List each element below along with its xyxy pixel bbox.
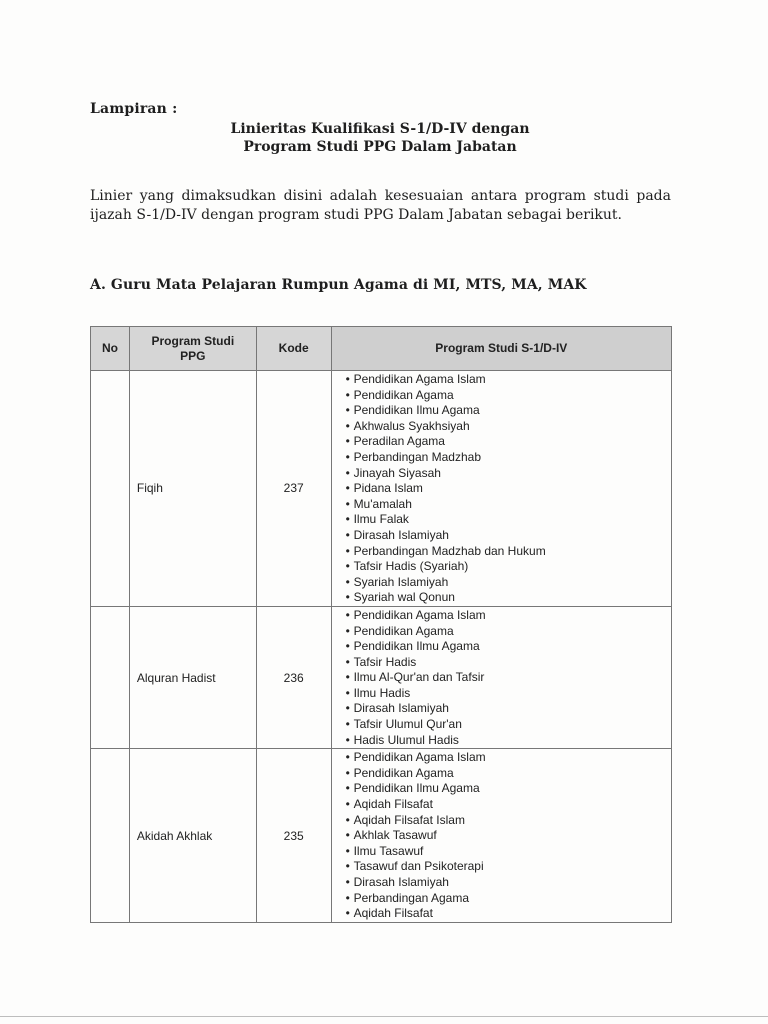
list-item: • Dirasah Islamiyah bbox=[346, 701, 671, 717]
header-no: No bbox=[91, 327, 130, 371]
header-kode: Kode bbox=[256, 327, 331, 371]
list-item: • Pidana Islam bbox=[346, 481, 671, 497]
linearity-table bbox=[90, 326, 672, 923]
list-item: • Syariah wal Qonun bbox=[346, 590, 671, 606]
list-item: • Akhwalus Syakhsiyah bbox=[346, 419, 671, 435]
list-item: • Perbandingan Madzhab bbox=[346, 450, 671, 466]
list-item: • Ilmu Tasawuf bbox=[346, 844, 671, 860]
list-item: • Akhlak Tasawuf bbox=[346, 828, 671, 844]
list-item: • Mu'amalah bbox=[346, 497, 671, 513]
table-row bbox=[91, 606, 672, 748]
cell-kode: 236 bbox=[256, 606, 331, 748]
header-program-s1: Program Studi S-1/D-IV bbox=[331, 327, 671, 371]
list-item: • Pendidikan Agama Islam bbox=[346, 372, 671, 388]
bullet-list bbox=[346, 608, 671, 748]
cell-program: Alquran Hadist bbox=[129, 606, 256, 748]
document-title-line-2: Program Studi PPG Dalam Jabatan bbox=[243, 139, 517, 155]
list-item: • Pendidikan Agama bbox=[346, 388, 671, 404]
list-item: • Tafsir Ulumul Qur'an bbox=[346, 717, 671, 733]
list-item: • Tasawuf dan Psikoterapi bbox=[346, 859, 671, 875]
list-item: • Ilmu Falak bbox=[346, 512, 671, 528]
cell-program: Akidah Akhlak bbox=[129, 749, 256, 923]
list-item: • Pendidikan Agama Islam bbox=[346, 750, 671, 766]
bullet-list bbox=[346, 372, 671, 606]
list-item: • Ilmu Hadis bbox=[346, 686, 671, 702]
list-item: • Ilmu Al-Qur'an dan Tafsir bbox=[346, 670, 671, 686]
list-item: • Aqidah Filsafat bbox=[346, 906, 671, 922]
list-item: • Pendidikan Ilmu Agama bbox=[346, 639, 671, 655]
list-item: • Pendidikan Ilmu Agama bbox=[346, 403, 671, 419]
list-item: • Pendidikan Agama Islam bbox=[346, 608, 671, 624]
cell-kode: 235 bbox=[256, 749, 331, 923]
cell-s1-list bbox=[331, 371, 671, 607]
list-item: • Aqidah Filsafat Islam bbox=[346, 813, 671, 829]
intro-paragraph: Linier yang dimaksudkan disini adalah kesesuaian antara program studi pada ijazah S-1/D-IV dengan program studi PPG Dalam Jabatan sebagai berikut. bbox=[90, 188, 671, 223]
list-item: • Tafsir Hadis bbox=[346, 655, 671, 671]
list-item: • Dirasah Islamiyah bbox=[346, 875, 671, 891]
bullet-list bbox=[346, 750, 671, 922]
cell-no bbox=[91, 749, 130, 923]
cell-program: Fiqih bbox=[129, 371, 256, 607]
attachment-label: Lampiran : bbox=[90, 101, 178, 117]
cell-s1-list bbox=[331, 606, 671, 748]
document-title-line-1: Linieritas Kualifikasi S-1/D-IV dengan bbox=[230, 121, 530, 137]
list-item: • Hadis Ulumul Hadis bbox=[346, 733, 671, 749]
list-item: • Syariah Islamiyah bbox=[346, 575, 671, 591]
list-item: • Jinayah Siyasah bbox=[346, 466, 671, 482]
table-header-row bbox=[91, 327, 672, 371]
list-item: • Pendidikan Agama bbox=[346, 624, 671, 640]
table-row bbox=[91, 749, 672, 923]
document-title bbox=[90, 120, 670, 156]
section-heading-a: A. Guru Mata Pelajaran Rumpun Agama di MI, MTS, MA, MAK bbox=[90, 277, 587, 293]
cell-no bbox=[91, 606, 130, 748]
table-row bbox=[91, 371, 672, 607]
list-item: • Pendidikan Ilmu Agama bbox=[346, 781, 671, 797]
list-item: • Peradilan Agama bbox=[346, 434, 671, 450]
page-bottom-edge bbox=[0, 1016, 768, 1017]
list-item: • Tafsir Hadis (Syariah) bbox=[346, 559, 671, 575]
list-item: • Dirasah Islamiyah bbox=[346, 528, 671, 544]
list-item: • Perbandingan Agama bbox=[346, 891, 671, 907]
list-item: • Aqidah Filsafat bbox=[346, 797, 671, 813]
list-item: • Perbandingan Madzhab dan Hukum bbox=[346, 544, 671, 560]
cell-kode: 237 bbox=[256, 371, 331, 607]
list-item: • Pendidikan Agama bbox=[346, 766, 671, 782]
cell-s1-list bbox=[331, 749, 671, 923]
cell-no bbox=[91, 371, 130, 607]
header-program-ppg-label: Program Studi PPG bbox=[151, 333, 235, 363]
header-program-ppg bbox=[129, 327, 256, 371]
